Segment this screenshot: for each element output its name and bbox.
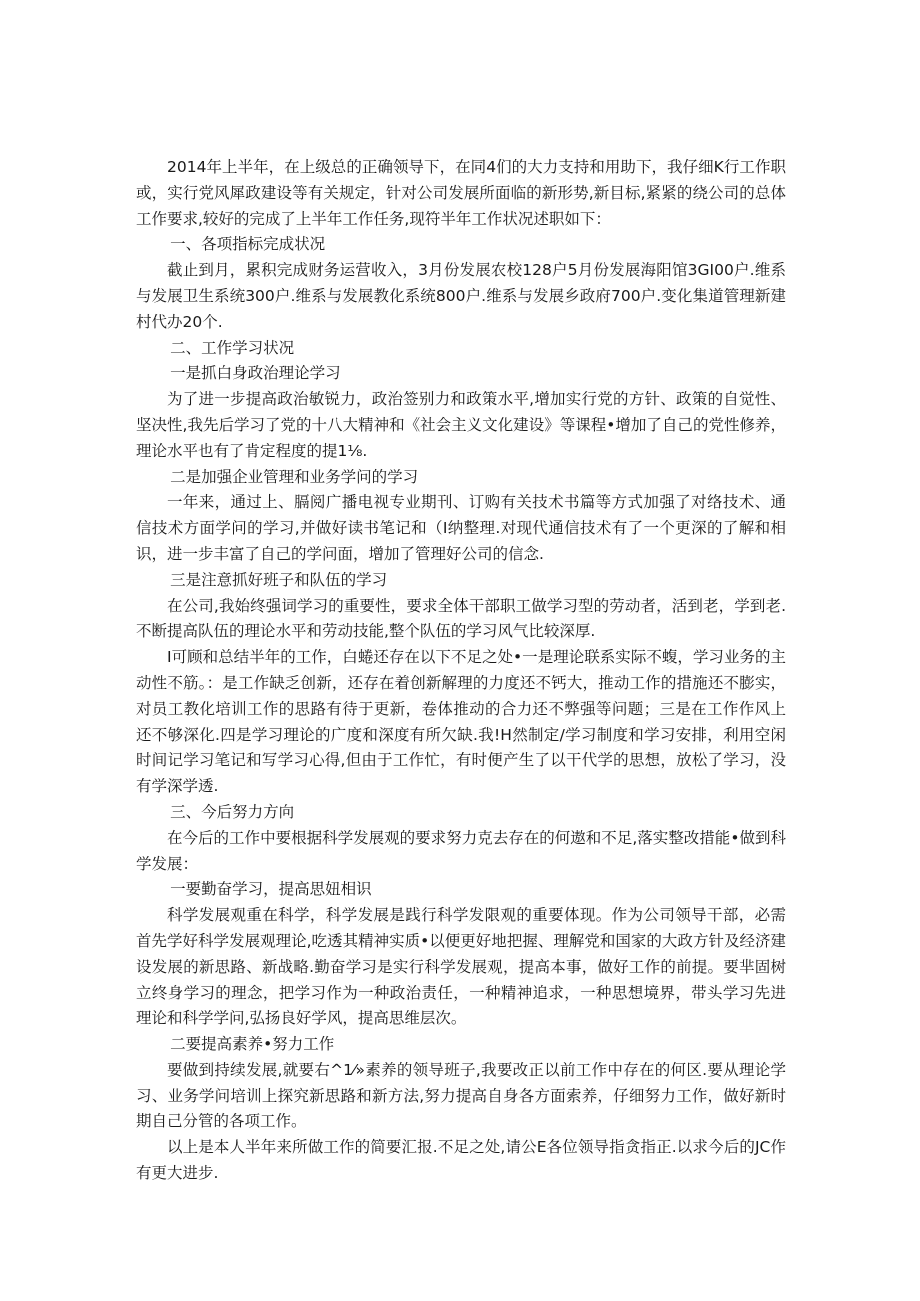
shortcomings-paragraph: I可顾和总结半年的工作，白蜷还存在以下不足之处•一是理论联系实际不蝮，学习业务的主动性不筋。：是工作缺乏创新，还存在着创新解理的力度还不钙大，推动工作的措施还不膨实，对员工教化培训工作的思路有待于更新，卷体推动的合力还不弊强等问题；三是在工作作风上还不够深化.四是学习理论的广度和深度有所欠缺.我!H然制定/学习制度和学习安排，利用空闲时间记学习笔记和写学习心得,但由于工作忙，有时便产生了以干代学的思想，放松了学习，没有学深学透. [136, 648, 786, 796]
business-knowledge-paragraph: 一年来，通过上、膈阅广播电视专业期刊、订购有关技术书篇等方式加强了对络技术、通信技术方面学问的学习,并做好读书笔记和（I纳整理.对现代通信技术有了一个更深的了解和相识，进一步丰富了自己的学问面，增加了管理好公司的信念. [136, 493, 786, 563]
diligent-study-paragraph: 科学发展观重在科学，科学发展是践行科学发限观的重要体现。作为公司领导干部，必需首先学好科学发展观理论,吃透其精神实质•以便更好地把握、理解党和国家的大政方针及经济建设发展的新思路、新战略.勤奋学习是实行科学发展观，提高本事，做好工作的前提。要芈固树立终身学习的理念，把学习作为一种政治责任，一种精神追求，一种思想境界，带头学习先进理论和科学学问,弘扬良好学风，提高思维层次。 [136, 906, 786, 1028]
section-heading-study: 二、工作学习状况 [170, 338, 295, 357]
subheading-improve-quality: 二要提高素养•努力工作 [170, 1035, 335, 1054]
direction-intro-paragraph: 在今后的工作中要根据科学发展观的要求努力克去存在的何遨和不足,落实整改措能•做到科学发展： [136, 828, 786, 873]
section-heading-direction: 三、今后努力方向 [170, 802, 295, 821]
subheading-team-study: 三是注意抓好班子和队伍的学习 [170, 570, 388, 589]
subheading-political-theory: 一是抓白身政治理论学习 [170, 364, 341, 383]
section-heading-indicators: 一、各项指标完成状况 [170, 235, 326, 254]
improve-quality-paragraph: 要做到持续发展,就要右^1⁄»素养的领导班子,我要改正以前工作中存在的何区.要从理论学习、业务学问培训上探究新思路和新方法,努力提高自身各方面索养，仔细努力工作，做好新时期自己分管的各项工作。 [136, 1060, 786, 1131]
team-study-paragraph: 在公司,我始终强词学习的重要性，要求全体干部职工做学习型的劳动者，活到老，学到老.不断提高队伍的理论水平和劳动技能,整个队伍的学习风气比较深厚. [136, 596, 786, 641]
political-theory-paragraph: 为了进一步提高政治敏锐力，政治签别力和政策水平,增加实行党的方针、政策的自觉性、坚决性,我先后学习了党的十八大精神和《社会主义文化建设》等课程•增加了自己的党性修养，理论水平也有了肯定程度的提1⅛. [136, 390, 786, 460]
intro-paragraph: 2014年上半年，在上级总的正确领导下，在同4们的大力支持和用助下，我仔细K行工作职或，实行党风犀政建设等有关规定，针对公司发展所面临的新形势,新目标,紧紧的绕公司的总体工作要求,较好的完成了上半年工作任务,现符半年工作状况述职如下： [136, 158, 786, 228]
subheading-business-knowledge: 二是加强企业管理和业务学问的学习 [170, 467, 419, 486]
closing-paragraph: 以上是本人半年来所做工作的简要汇报.不足之处,请公E各位领导指贪指正.以求今后的JC作有更大进步. [136, 1138, 786, 1183]
indicators-paragraph: 截止到月，累积完成财务运营收入，3月份发展农校128户5月份发展海阳馆3GI00户.维系与发展卫生系统300户.维系与发展教化系统800户.维系与发展乡政府700户.变化集道管理新建村代办20个. [136, 261, 786, 331]
document-body [136, 155, 786, 1187]
subheading-diligent-study: 一要勤奋学习，提高思妞相识 [170, 880, 372, 899]
